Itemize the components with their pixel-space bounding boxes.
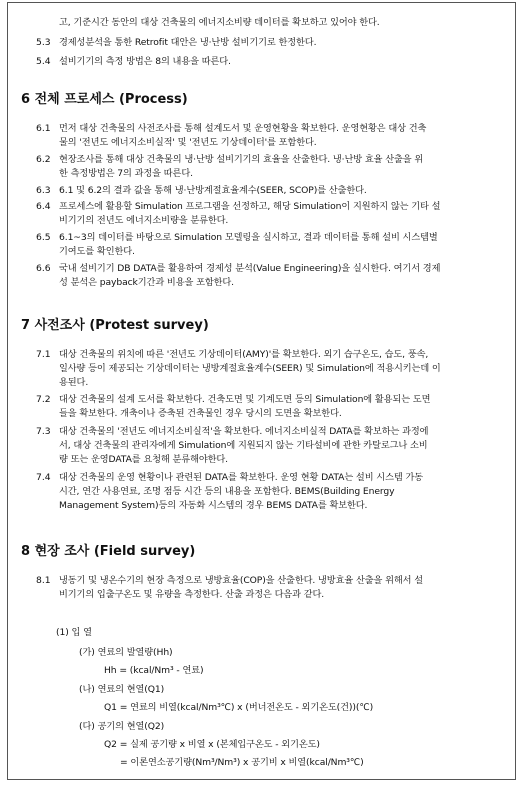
item-number-7-3: 7.3 <box>36 426 51 437</box>
item-7-3-line-2: 서, 대상 건축물의 관리자에게 Simulation에 지원되지 않는 기타설비에 관한 카탈로그나 소비 <box>59 440 428 451</box>
item-6-3-line-1: 6.1 및 6.2의 결과 값을 통해 냉·난방계절효율계수(SEER, SCOP)를 산출한다. <box>59 185 367 196</box>
item-number-7-4: 7.4 <box>36 472 51 483</box>
item-number-6-1: 6.1 <box>36 123 51 134</box>
item-number-7-1: 7.1 <box>36 349 51 360</box>
item-number-6-3: 6.3 <box>36 185 51 196</box>
item-6-1-line-2: 물의 '전년도 에너지소비실적' 및 '전년도 기상데이터'를 포함한다. <box>59 137 317 148</box>
continuation-line: 고, 기준시간 동안의 대상 건축물의 에너지소비량 데이터를 확보하고 있어야 한다. <box>59 17 380 28</box>
sub-item-da-formula-2: = 이론연소공기량(Nm³/Nm³) x 공기비 x 비열(kcal/Nm³℃) <box>120 757 364 768</box>
sub-item-da-label: (다) 공기의 현열(Q2) <box>79 721 165 732</box>
sub-item-na-formula: Q1 = 연료의 비열(kcal/Nm³℃) x (버너전온도 - 외기온도(건))(℃) <box>104 702 374 713</box>
item-7-1-line-1: 대상 건축물의 위치에 따른 '전년도 기상데이터(AMY)'를 확보한다. 외기 습구온도, 습도, 풍속, <box>59 349 429 360</box>
item-number-7-2: 7.2 <box>36 394 51 405</box>
subsection-heading: (1) 입 열 <box>56 627 92 638</box>
item-number-6-5: 6.5 <box>36 232 51 243</box>
item-6-6-line-2: 성 분석은 payback기간과 비용을 포함한다. <box>59 277 234 288</box>
item-7-1-line-3: 용된다. <box>59 377 89 388</box>
sub-item-na-label: (나) 연료의 현열(Q1) <box>79 684 165 695</box>
section-8-heading: 8 현장 조사 (Field survey) <box>21 544 196 559</box>
item-text-5-4: 설비기기의 측정 방법은 8의 내용을 따른다. <box>59 56 231 67</box>
item-number-6-6: 6.6 <box>36 263 51 274</box>
item-6-4-line-1: 프로세스에 활용할 Simulation 프로그램을 선정하고, 해당 Simulation이 지원하지 않는 기타 설 <box>59 201 441 212</box>
item-number-6-4: 6.4 <box>36 201 51 212</box>
item-number-6-2: 6.2 <box>36 154 51 165</box>
item-text-5-3: 경제성분석을 통한 Retrofit 대안은 냉·난방 설비기기로 한정한다. <box>59 37 317 48</box>
section-7-heading: 7 사전조사 (Protest survey) <box>21 318 209 333</box>
item-6-5-line-2: 기여도를 확인한다. <box>59 246 135 257</box>
item-6-1-line-1: 먼저 대상 건축물의 사전조사를 통해 설계도서 및 운영현황을 확보한다. 운영현황은 대상 건축 <box>59 123 427 134</box>
item-number-8-1: 8.1 <box>36 575 51 586</box>
item-7-3-line-1: 대상 건축물의 '전년도 에너지소비실적'을 확보한다. 에너지소비실적 DATA를 확보하는 과정에 <box>59 426 429 437</box>
item-7-4-line-1: 대상 건축물의 운영 현황이나 관련된 DATA를 확보한다. 운영 현황 DATA는 설비 시스템 가동 <box>59 472 424 483</box>
item-number-5-4: 5.4 <box>36 56 51 67</box>
document-page <box>7 2 516 780</box>
item-7-2-line-2: 들을 확보한다. 개축이나 증축된 건축물인 경우 당시의 도면을 확보한다. <box>59 408 342 419</box>
item-8-1-line-1: 냉동기 및 냉온수기의 현장 측정으로 냉방효율(COP)을 산출한다. 냉방효율 산출을 위해서 설 <box>59 575 424 586</box>
item-7-4-line-3: Management System)등의 자동화 시스템의 경우 BEMS DATA를 확보한다. <box>59 500 368 511</box>
sub-item-da-formula-1: Q2 = 실제 공기량 x 비열 x (본체입구온도 - 외기온도) <box>104 739 320 750</box>
item-number-5-3: 5.3 <box>36 37 51 48</box>
sub-item-ga-label: (가) 연료의 발열량(Hh) <box>79 647 173 658</box>
item-6-6-line-1: 국내 설비기기 DB DATA를 활용하여 경제성 분석(Value Engineering)을 실시한다. 여기서 경제 <box>59 263 441 274</box>
item-7-3-line-3: 량 또는 운영DATA를 요청해 분류해야한다. <box>59 454 228 465</box>
item-6-2-line-2: 한 측정방법은 7의 과정을 따른다. <box>59 168 193 179</box>
item-6-5-line-1: 6.1~3의 데이터를 바탕으로 Simulation 모델링을 실시하고, 결과 데이터를 통해 설비 시스템별 <box>59 232 438 243</box>
section-6-heading: 6 전체 프로세스 (Process) <box>21 92 188 107</box>
item-7-4-line-2: 시간, 연간 사용연료, 조명 점등 시간 등의 내용을 포함한다. BEMS(Building Energy <box>59 486 395 497</box>
sub-item-ga-formula: Hh = (kcal/Nm³ - 연료) <box>104 665 204 676</box>
item-6-4-line-2: 비기기의 전년도 에너지소비량을 분류한다. <box>59 215 229 226</box>
item-8-1-line-2: 비기기의 입출구온도 및 유량을 측정한다. 산출 과정은 다음과 같다. <box>59 589 325 600</box>
item-7-1-line-2: 일사량 등이 제공되는 기상데이터는 냉방계절효율계수(SEER) 및 Simulation에 적용시키는데 이 <box>59 363 441 374</box>
item-7-2-line-1: 대상 건축물의 설계 도서를 확보한다. 건축도면 및 기계도면 등의 Simulation에 활용되는 도면 <box>59 394 431 405</box>
item-6-2-line-1: 현장조사를 통해 대상 건축물의 냉·난방 설비기기의 효율을 산출한다. 냉·난방 효율 산출을 위 <box>59 154 424 165</box>
